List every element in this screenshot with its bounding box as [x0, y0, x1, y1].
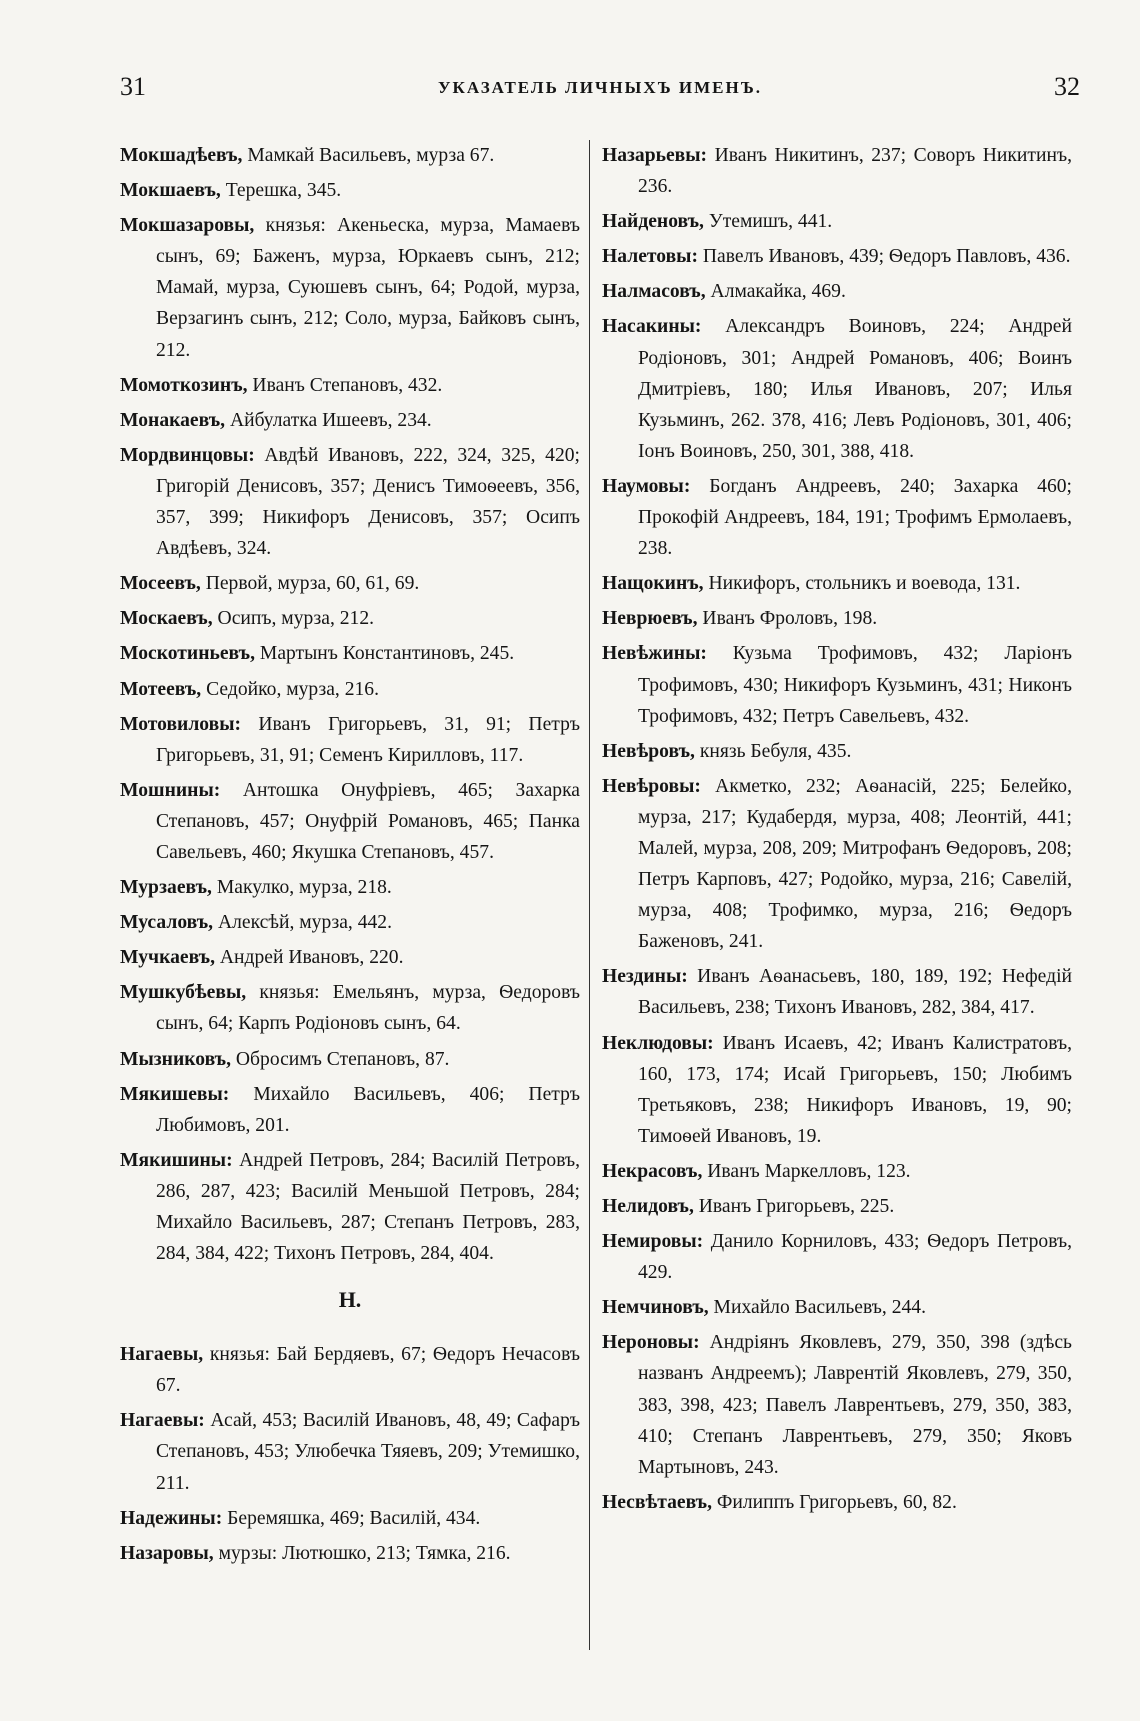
index-entry: [602, 736, 1072, 767]
entry-details: Макулко, мурза, 218.: [216, 877, 392, 899]
index-entry: [602, 568, 1072, 599]
index-entry: [120, 440, 580, 564]
index-entry: [120, 1538, 580, 1569]
column-divider: [589, 140, 590, 1650]
entry-surname: Невѣровъ,: [602, 740, 695, 762]
entry-details: Михайло Васильевъ, 406; Петръ Любимовъ, 201.: [156, 1083, 580, 1136]
entry-surname: Невѣровы:: [602, 775, 701, 797]
entry-surname: Налмасовъ,: [602, 281, 706, 303]
entry-details: Кузьма Трофимовъ, 432; Ларіонъ Трофимовъ, 430; Никифоръ Кузьминъ, 431; Никонъ Трофимовъ, 432; Петръ Савельевъ, 432.: [638, 643, 1072, 727]
entry-details: князья: Акеньеска, мурза, Мамаевъ сынъ, 69; Баженъ, мурза, Юркаевъ сынъ, 212; Мамай, мурза, Суюшевъ сынъ, 64; Родой, мурза, Верзагинъ сынъ, 212; Соло, мурза, Байковъ сынъ, 212.: [156, 215, 580, 361]
entry-surname: Мокшаевъ,: [120, 180, 221, 202]
entry-surname: Мякишины:: [120, 1149, 233, 1171]
index-entry: [120, 1079, 580, 1141]
entry-details: Иванъ Исаевъ, 42; Иванъ Калистратовъ, 160, 173, 174; Исай Григорьевъ, 150; Любимъ Третьяковъ, 238; Никифоръ Ивановъ, 19, 90; Тимоѳей Ивановъ, 19.: [638, 1032, 1072, 1147]
index-entry: [602, 471, 1072, 564]
entry-details: князь Бебуля, 435.: [699, 740, 852, 762]
entry-details: Александръ Воиновъ, 224; Андрей Родіоновъ, 301; Андрей Романовъ, 406; Воинъ Дмитріевъ, 180; Илья Ивановъ, 207; Илья Кузьминъ, 262. 378, 416; Левъ Родіоновъ, 301, 406; Іонъ Воиновъ, 250, 301, 388, 418.: [638, 316, 1072, 462]
index-entry: [120, 370, 580, 401]
entry-surname: Немировы:: [602, 1231, 704, 1253]
entry-details: Иванъ Никитинъ, 237; Соворъ Никитинъ, 236.: [638, 145, 1072, 198]
entry-details: Иванъ Маркелловъ, 123.: [707, 1160, 911, 1182]
entry-surname: Назаровы,: [120, 1542, 214, 1564]
entry-surname: Невѣжины:: [602, 643, 707, 665]
entry-details: Акметко, 232; Аѳанасій, 225; Белейко, мурза, 217; Кудабердя, мурза, 408; Леонтій, 441; Малей, мурза, 208, 209; Митрофанъ Ѳедоровъ, 208; Петръ Карповъ, 427; Родойко, мурза, 216; Савелій, мурза, 408; Трофимко, мурза, 216; Ѳедоръ Баженовъ, 241.: [638, 775, 1072, 953]
entry-surname: Мотеевъ,: [120, 678, 202, 700]
entry-details: Филиппъ Григорьевъ, 60, 82.: [716, 1491, 957, 1513]
right-page-number: 32: [1054, 72, 1080, 101]
entry-surname: Наумовы:: [602, 475, 691, 497]
index-entry: [602, 276, 1072, 307]
entry-surname: Немчиновъ,: [602, 1297, 709, 1319]
entry-details: Алексѣй, мурза, 442.: [217, 912, 392, 934]
entry-details: мурзы: Лютюшко, 213; Тямка, 216.: [218, 1542, 511, 1564]
entry-details: Никифоръ, стольникъ и воевода, 131.: [708, 573, 1021, 595]
entry-details: Иванъ Аѳанасьевъ, 180, 189, 192; Нефедій Васильевъ, 238; Тихонъ Ивановъ, 282, 384, 417.: [638, 966, 1072, 1019]
entry-surname: Мосеевъ,: [120, 573, 201, 595]
entry-surname: Нездины:: [602, 966, 688, 988]
entry-surname: Неврюевъ,: [602, 608, 698, 630]
entry-surname: Нероновы:: [602, 1332, 700, 1354]
section-letter: Н.: [338, 1287, 362, 1313]
index-entry: [602, 1327, 1072, 1482]
entry-details: Павелъ Ивановъ, 439; Ѳедоръ Павловъ, 436.: [702, 246, 1071, 268]
entry-surname: Мушкубѣевы,: [120, 982, 247, 1004]
entry-details: Утемишъ, 441.: [708, 211, 833, 233]
entry-surname: Нагаевы,: [120, 1344, 204, 1366]
index-entry: [120, 872, 580, 903]
index-entry: [120, 674, 580, 705]
index-entry: [120, 1405, 580, 1498]
index-entry: [120, 603, 580, 634]
entry-surname: Мотовиловы:: [120, 713, 242, 735]
index-entry: [120, 175, 580, 206]
index-entry: [602, 140, 1072, 202]
index-entry: [120, 1044, 580, 1075]
entry-details: Терешка, 345.: [225, 180, 342, 202]
index-entry: [602, 1226, 1072, 1288]
entry-surname: Назарьевы:: [602, 145, 708, 166]
index-entries-n-right: [602, 140, 1072, 1518]
index-entry: [120, 709, 580, 771]
index-entry: [602, 603, 1072, 634]
index-entry: [120, 942, 580, 973]
entry-surname: Несвѣтаевъ,: [602, 1491, 712, 1513]
index-entry: [602, 961, 1072, 1023]
entry-details: Данило Корниловъ, 433; Ѳедоръ Петровъ, 429.: [638, 1231, 1072, 1284]
index-entry: [120, 1503, 580, 1534]
entry-surname: Мурзаевъ,: [120, 877, 212, 899]
entry-details: Антошка Онуфріевъ, 465; Захарка Степановъ, 457; Онуфрій Романовъ, 465; Панка Савельевъ, 460; Якушка Степановъ, 457.: [156, 779, 580, 863]
entry-surname: Насакины:: [602, 316, 702, 338]
entry-surname: Найденовъ,: [602, 211, 704, 233]
index-entry: [120, 638, 580, 669]
index-entry: [602, 241, 1072, 272]
index-entry: [120, 405, 580, 436]
entry-details: Беремяшка, 469; Василій, 434.: [227, 1507, 481, 1529]
entry-details: Андрей Петровъ, 284; Василій Петровъ, 286, 287, 423; Василій Меньшой Петровъ, 284; Михайло Васильевъ, 287; Степанъ Петровъ, 283, 284, 384, 422; Тихонъ Петровъ, 284, 404.: [156, 1149, 580, 1265]
entry-details: Михайло Васильевъ, 244.: [713, 1297, 926, 1319]
entry-details: Богданъ Андреевъ, 240; Захарка 460; Прокофій Андреевъ, 184, 191; Трофимъ Ермолаевъ, 238.: [638, 475, 1072, 560]
entry-surname: Некрасовъ,: [602, 1160, 703, 1182]
entry-surname: Нагаевы:: [120, 1410, 205, 1432]
entry-details: Андрей Ивановъ, 220.: [219, 947, 404, 969]
entry-details: Седойко, мурза, 216.: [206, 678, 379, 700]
page-header: [120, 72, 1080, 112]
index-entries-m: [120, 140, 580, 1269]
index-entry: [602, 1292, 1072, 1323]
index-entry: [120, 140, 580, 171]
entry-surname: Мордвинцовы:: [120, 444, 255, 466]
entry-surname: Надежины:: [120, 1507, 223, 1529]
index-entry: [602, 638, 1072, 731]
entry-details: князья: Бай Бердяевъ, 67; Ѳедоръ Нечасовъ 67.: [156, 1344, 580, 1397]
index-entry: [602, 1028, 1072, 1152]
entry-details: Айбулатка Ишеевъ, 234.: [229, 409, 432, 431]
index-entry: [602, 771, 1072, 958]
index-entry: [602, 206, 1072, 237]
entry-surname: Нащокинъ,: [602, 573, 704, 595]
index-entry: [602, 1191, 1072, 1222]
index-entry: [120, 977, 580, 1039]
right-column: [602, 140, 1072, 1522]
entry-surname: Налетовы:: [602, 246, 698, 268]
entry-details: Осипъ, мурза, 212.: [217, 608, 375, 630]
entry-details: Мамкай Васильевъ, мурза 67.: [247, 145, 495, 166]
entry-surname: Мусаловъ,: [120, 912, 214, 934]
entry-surname: Москаевъ,: [120, 608, 213, 630]
index-entry: [120, 775, 580, 868]
entry-details: Иванъ Фроловъ, 198.: [702, 608, 878, 630]
index-entry: [602, 1487, 1072, 1518]
entry-surname: Монакаевъ,: [120, 409, 226, 431]
entry-surname: Мошнины:: [120, 779, 221, 801]
running-title: УКАЗАТЕЛЬ ЛИЧНЫХЪ ИМЕНЪ.: [438, 78, 762, 97]
entry-details: Авдѣй Ивановъ, 222, 324, 325, 420; Григорій Денисовъ, 357; Денисъ Тимоѳеевъ, 356, 357, 399; Никифоръ Денисовъ, 357; Осипъ Авдѣевъ, 324.: [156, 444, 580, 560]
entry-surname: Нелидовъ,: [602, 1196, 694, 1217]
index-entry: [120, 568, 580, 599]
index-entry: [120, 907, 580, 938]
entry-details: Иванъ Григорьевъ, 225.: [698, 1196, 895, 1217]
entry-details: Иванъ Григорьевъ, 31, 91; Петръ Григорьевъ, 31, 91; Семенъ Кирилловъ, 117.: [156, 713, 580, 766]
index-entry: [120, 1145, 580, 1269]
entry-details: Иванъ Степановъ, 432.: [252, 374, 443, 396]
entry-surname: Мызниковъ,: [120, 1048, 231, 1070]
entry-surname: Неклюдовы:: [602, 1032, 714, 1054]
index-entry: [602, 1156, 1072, 1187]
entry-details: Первой, мурза, 60, 61, 69.: [205, 573, 420, 595]
entry-details: Мартынъ Константиновъ, 245.: [259, 643, 515, 665]
entry-surname: Мякишевы:: [120, 1083, 230, 1105]
entry-details: Алмакайка, 469.: [710, 281, 846, 303]
entry-details: князья: Емельянъ, мурза, Ѳедоровъ сынъ, 64; Карпъ Родіоновъ сынъ, 64.: [156, 982, 580, 1035]
entry-details: Андріянъ Яковлевъ, 279, 350, 398 (здѣсь названъ Андреемъ); Лаврентій Яковлевъ, 279, 350, 383, 398, 423; Павелъ Лаврентьевъ, 279, 350, 383, 410; Степанъ Лаврентьевъ, 279, 350; Яковъ Мартыновъ, 243.: [638, 1332, 1072, 1478]
entry-surname: Мокшазаровы,: [120, 215, 255, 237]
entry-details: Асай, 453; Василій Ивановъ, 48, 49; Сафаръ Степановъ, 453; Улюбечка Тяяевъ, 209; Утемишко, 211.: [156, 1410, 580, 1494]
index-entry: [602, 311, 1072, 466]
index-entry: [120, 210, 580, 365]
entry-details: Обросимъ Степановъ, 87.: [235, 1048, 450, 1070]
entry-surname: Москотиньевъ,: [120, 643, 255, 665]
left-column: [120, 140, 580, 1573]
entry-surname: Мучкаевъ,: [120, 947, 215, 969]
left-page-number: 31: [120, 72, 146, 101]
index-entries-n-left: [120, 1339, 580, 1569]
entry-surname: Момоткозинъ,: [120, 374, 248, 396]
index-entry: [120, 1339, 580, 1401]
entry-surname: Мокшадѣевъ,: [120, 145, 243, 166]
